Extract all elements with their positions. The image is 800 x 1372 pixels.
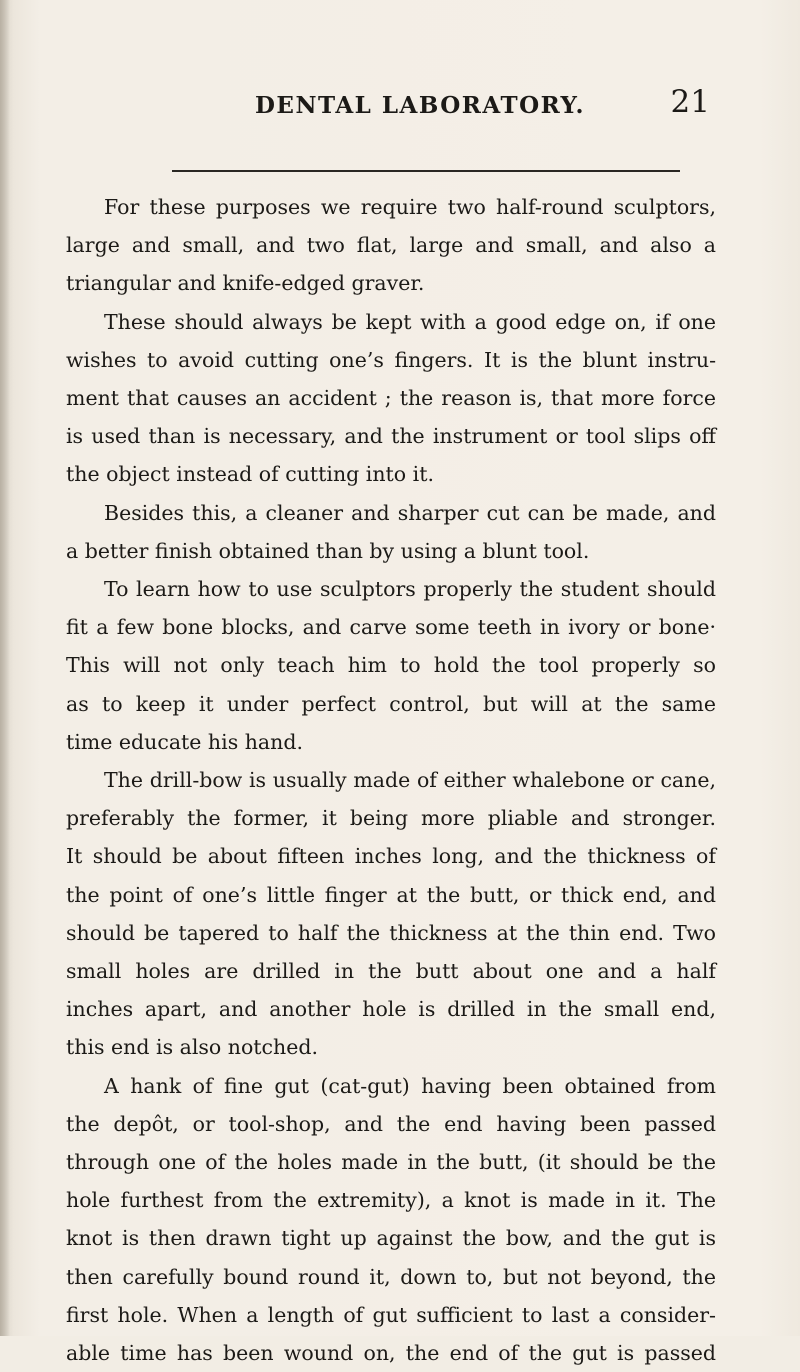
- text-line: the depôt, or tool-shop, and the end having been passed: [66, 1111, 716, 1136]
- text-line: large and small, and two flat, large and small, and also a: [66, 233, 716, 258]
- text-line: To learn how to use sculptors properly the student should: [104, 577, 716, 602]
- running-head: DENTAL LABORATORY.: [254, 92, 586, 119]
- text-line: should be tapered to half the thickness at the thin end. Two: [66, 920, 716, 945]
- text-line: triangular and knife-edged graver.: [66, 271, 425, 296]
- page-number: 21: [670, 84, 710, 120]
- text-line: fit a few bone blocks, and carve some teeth in ivory or bone·: [66, 615, 716, 640]
- text-line: is used than is necessary, and the instrument or tool slips off: [66, 424, 716, 449]
- text-line: hole furthest from the extremity), a knot is made in it. The: [66, 1188, 716, 1213]
- text-line: able time has been wound on, the end of the gut is passed: [66, 1341, 716, 1366]
- text-line: then carefully bound round it, down to, but not beyond, the: [66, 1264, 716, 1289]
- text-line: through one of the holes made in the butt, (it should be the: [66, 1150, 716, 1175]
- text-line: It should be about fifteen inches long, and the thickness of: [66, 844, 716, 869]
- body-text: [66, 188, 716, 1372]
- header-rule: [172, 170, 680, 172]
- text-line: Besides this, a cleaner and sharper cut can be made, and: [104, 500, 716, 525]
- text-line: this end is also notched.: [66, 1035, 318, 1060]
- page-header: [0, 84, 800, 128]
- gutter-shadow: [0, 0, 10, 1336]
- text-line: time educate his hand.: [66, 729, 303, 754]
- text-line: These should always be kept with a good edge on, if one: [104, 309, 716, 334]
- text-line: the object instead of cutting into it.: [66, 462, 434, 487]
- text-line: knot is then drawn tight up against the bow, and the gut is: [66, 1226, 716, 1251]
- text-line: the point of one’s little finger at the butt, or thick end, and: [66, 882, 716, 907]
- text-line: For these purposes we require two half-round sculptors,: [104, 195, 716, 219]
- text-line: small holes are drilled in the butt about one and a half: [66, 959, 716, 984]
- text-line: first hole. When a length of gut sufficient to last a consider-: [66, 1302, 716, 1327]
- text-line: inches apart, and another hole is drilled in the small end,: [66, 997, 716, 1022]
- text-line: ment that causes an accident ; the reason is, that more force: [66, 386, 716, 411]
- text-line: as to keep it under perfect control, but will at the same: [66, 691, 716, 716]
- text-line: wishes to avoid cutting one’s fingers. It is the blunt instru-: [66, 347, 716, 372]
- text-line: a better finish obtained than by using a blunt tool.: [66, 538, 590, 563]
- text-line: preferably the former, it being more pliable and stronger.: [66, 806, 716, 831]
- text-line: This will not only teach him to hold the tool properly so: [66, 653, 716, 678]
- text-line: A hank of fine gut (cat-gut) having been obtained from: [104, 1073, 716, 1098]
- text-line: The drill-bow is usually made of either whalebone or cane,: [104, 768, 716, 793]
